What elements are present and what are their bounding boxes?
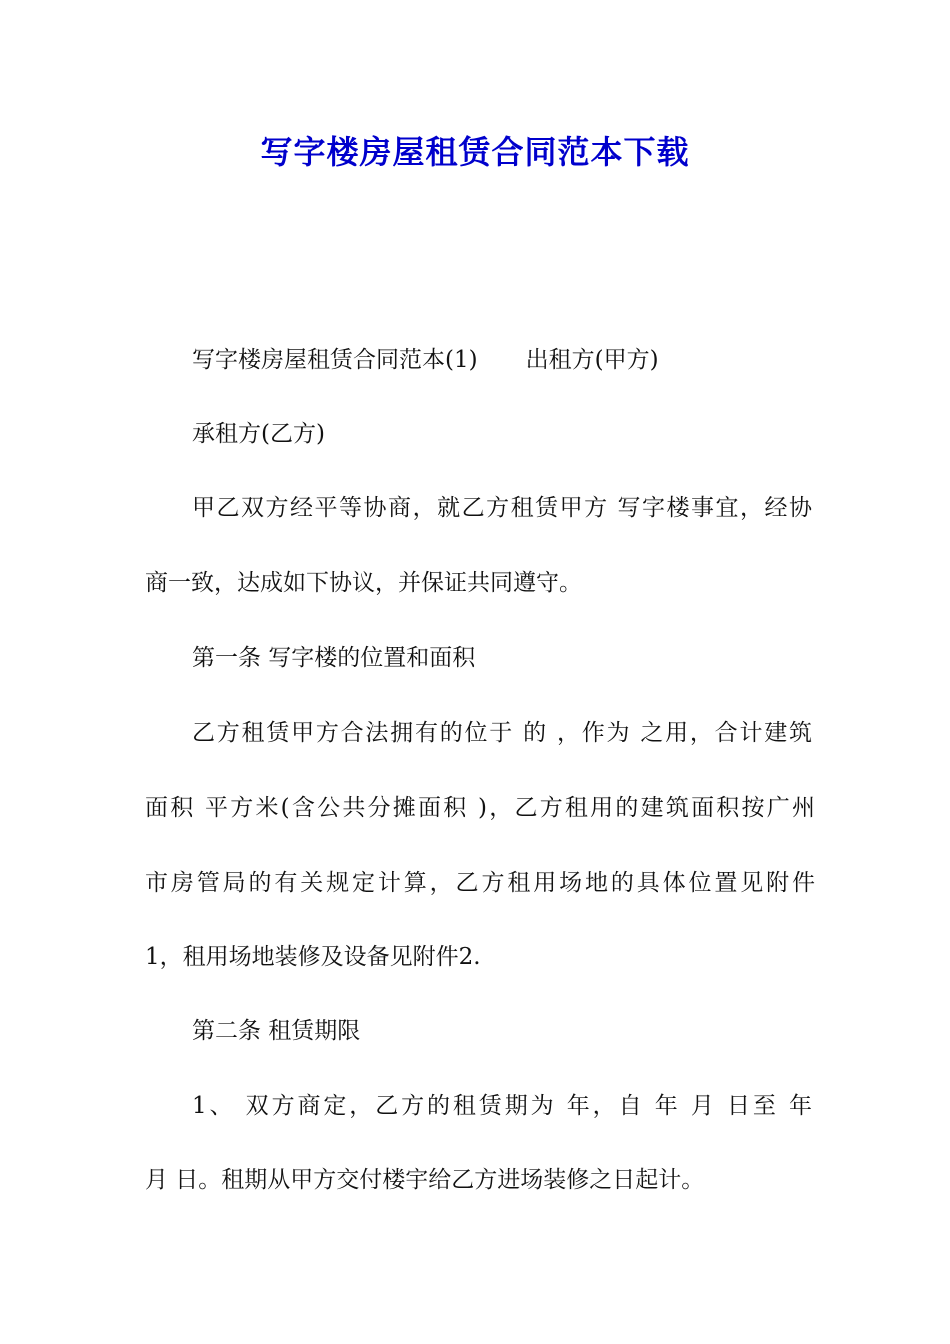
lessee-label: 承租方(乙方) bbox=[192, 421, 325, 447]
contract-heading-text: 写字楼房屋租赁合同范本(1) bbox=[192, 347, 478, 373]
document-title: 写字楼房屋租赁合同范本下载 bbox=[260, 133, 690, 171]
paragraph-line-3: 甲乙双方经平等协商，就乙方租赁甲方 写字楼事宜，经协 bbox=[192, 495, 812, 521]
paragraph-line-1 bbox=[192, 344, 812, 376]
paragraph-line-6: 乙方租赁甲方合法拥有的位于 的 ，作为 之用，合计建筑 bbox=[192, 720, 812, 746]
paragraph-line-12: 月 日。租期从甲方交付楼宇给乙方进场装修之日起计。 bbox=[145, 1167, 705, 1193]
article-2-heading: 第二条 租赁期限 bbox=[192, 1018, 361, 1044]
paragraph-line-9: 1，租用场地装修及设备见附件2. bbox=[145, 944, 481, 970]
paragraph-line-8: 市房管局的有关规定计算，乙方租用场地的具体位置见附件 bbox=[145, 870, 815, 896]
paragraph-line-11: 1、 双方商定，乙方的租赁期为 年，自 年 月 日至 年 bbox=[192, 1093, 812, 1119]
article-1-heading: 第一条 写字楼的位置和面积 bbox=[192, 645, 476, 671]
paragraph-line-4: 商一致，达成如下协议，并保证共同遵守。 bbox=[145, 570, 582, 596]
paragraph-line-7: 面积 平方米(含公共分摊面积 )，乙方租用的建筑面积按广州 bbox=[145, 795, 815, 821]
lessor-label: 出租方(甲方) bbox=[525, 347, 659, 373]
